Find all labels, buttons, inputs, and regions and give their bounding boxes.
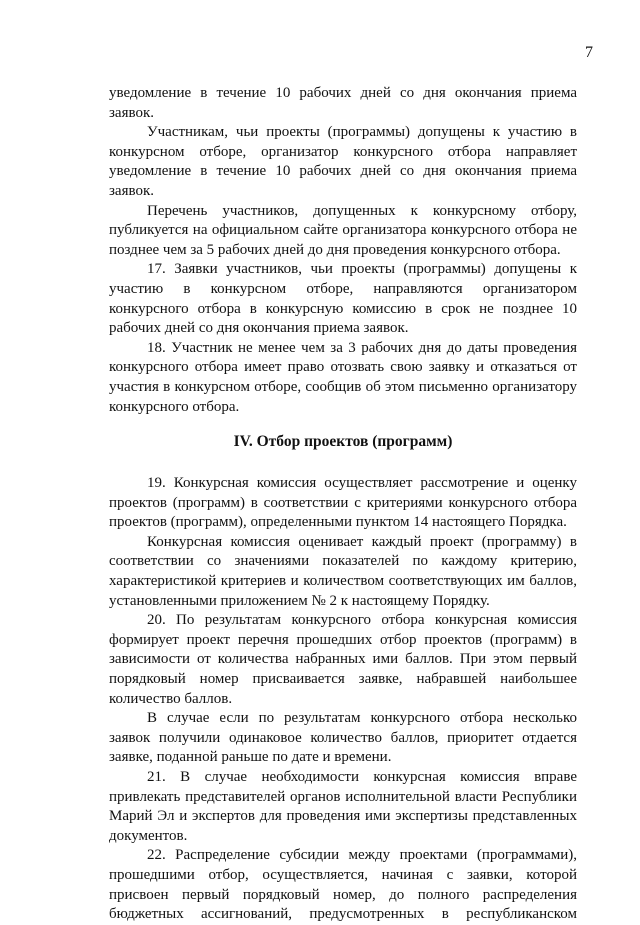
paragraph-item-18: 18. Участник не менее чем за 3 рабочих дня до даты проведения конкурсного отбора имеет право отозвать свою заявку и отказаться от участия в конкурсном отборе, сообщив об этом письменно организатору конкурсного отбора. [109,339,577,415]
paragraph-item-21: 21. В случае необходимости конкурсная комиссия вправе привлекать представителей органов исполнительной власти Республики Марий Эл и экспертов для проведения ими экспертизы представленных документов. [109,769,577,844]
paragraph-item-22: 22. Распределение субсидии между проектами (программами), прошедшими отбор, осуществляется, начиная с заявки, которой присвоен первый порядковый номер, до полного распределения бюджетных ассигнований, предусмотренных в республиканском [109,847,577,923]
paragraph-equal-scores: В случае если по результатам конкурсного отбора несколько заявок получили одинаковое количество баллов, приоритет отдается заявке, поданной раньше по дате и времени. [109,710,577,766]
paragraph-item-17: 17. Заявки участников, чьи проекты (программы) допущены к участию в конкурсном отборе, направляются организатором конкурсного отбора в конкурсную комиссию в срок не позднее 10 рабочих дней со дня окончания приема заявок. [109,261,577,337]
paragraph-participants-list: Перечень участников, допущенных к конкурсному отбору, публикуется на официальном сайте организатора конкурсного отбора не позднее чем за 5 рабочих дней до дня проведения конкурсного отбора. [109,202,577,258]
paragraph-item-20: 20. По результатам конкурсного отбора конкурсная комиссия формирует проект перечня прошедших отбор проектов (программ) в зависимости от количества набранных ими баллов. При этом первый порядковый номер присваивается заявке, набравшей наибольшее количество баллов. [109,612,577,707]
paragraph-continuation: уведомление в течение 10 рабочих дней со дня окончания приема заявок. [109,85,577,121]
document-body [109,84,577,925]
paragraph-item-19: 19. Конкурсная комиссия осуществляет рассмотрение и оценку проектов (программ) в соответствии с критериями конкурсного отбора проектов (программ), определенными пунктом 14 настоящего Порядка. [109,475,577,531]
paragraph-evaluation: Конкурсная комиссия оценивает каждый проект (программу) в соответствии со значениями показателей по каждому критерию, характеристикой критериев и количеством соответствующих им баллов, установленными приложением № 2 к настоящему Порядку. [109,533,577,609]
section-heading: IV. Отбор проектов (программ) [233,433,453,451]
page-number: 7 [585,44,593,61]
paragraph-participants-notice: Участникам, чьи проекты (программы) допущены к участию в конкурсном отборе, организатор конкурсного отбора направляет уведомление в течение 10 рабочих дней со дня окончания приема заявок. [109,124,577,199]
